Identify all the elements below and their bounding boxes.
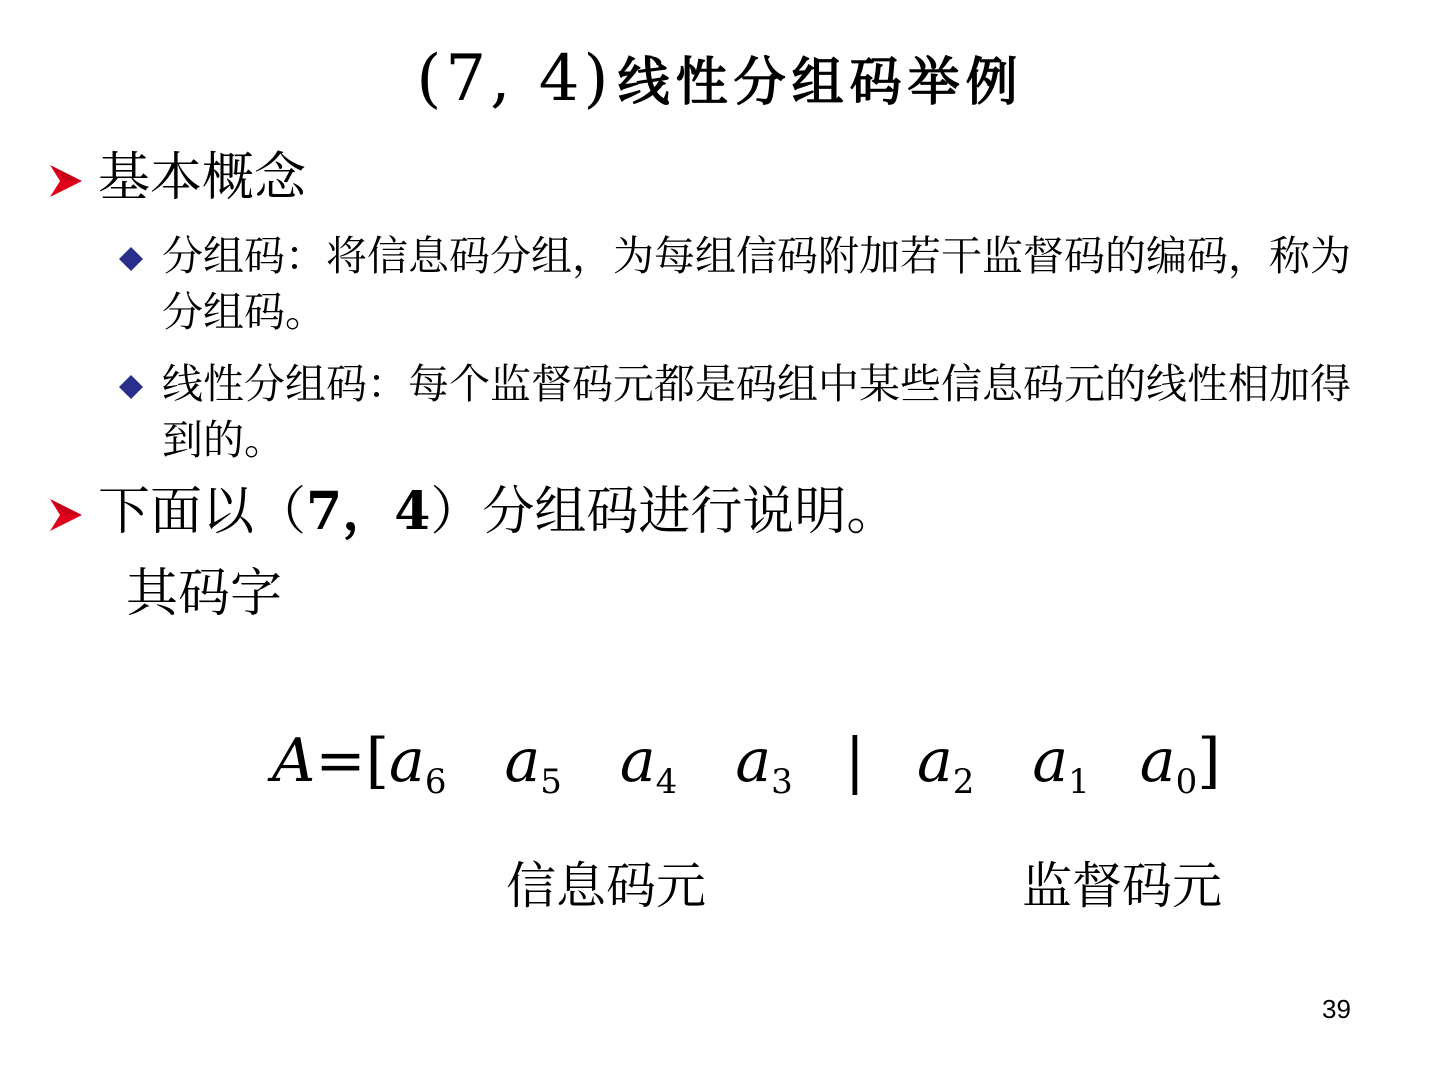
formula-subscript: 5 xyxy=(540,762,562,802)
title-text: 线性分组码举例 xyxy=(617,53,1024,113)
formula-open-bracket: [ xyxy=(365,726,390,796)
sub-bullet-text: 分组码：将信息码分组，为每组信码附加若干监督码的编码，称为分组码。 xyxy=(162,232,1351,336)
info-digits-label: 信息码元 xyxy=(506,857,706,915)
page-number: 39 xyxy=(1322,994,1351,1024)
arrow-bullet-icon xyxy=(46,161,86,201)
formula-var: a xyxy=(735,726,772,796)
check-digits-label: 监督码元 xyxy=(1022,857,1222,915)
formula-var: a xyxy=(619,726,656,796)
formula-subscript: 3 xyxy=(771,762,793,802)
arrow-bullet-icon xyxy=(46,495,86,535)
formula-subscript: 1 xyxy=(1068,762,1090,802)
codeword-formula xyxy=(272,726,1221,802)
sub-bullet-linear-block-code xyxy=(118,356,1378,468)
sub-bullet-text: 线性分组码：每个监督码元都是码组中某些信息码元的线性相加得到的。 xyxy=(162,360,1351,464)
formula-var: a xyxy=(1032,726,1069,796)
formula-var: a xyxy=(916,726,953,796)
formula-close-bracket: ] xyxy=(1197,726,1221,796)
formula-subscript: 4 xyxy=(655,762,678,802)
codeword-label: 其码字 xyxy=(126,564,283,624)
formula-separator: | xyxy=(844,726,865,796)
bullet-label: 基本概念 xyxy=(98,148,307,208)
formula-lhs: A xyxy=(272,726,316,796)
diamond-bullet-icon xyxy=(118,246,144,272)
bullet-basic-concepts xyxy=(46,148,306,208)
formula-subscript: 0 xyxy=(1175,762,1198,802)
bullet-label-params: 7，4 xyxy=(306,481,431,542)
formula-var: a xyxy=(1139,726,1176,796)
bullet-label-part: 下面以（ xyxy=(98,482,307,542)
bullet-label-part: ）分组码进行说明。 xyxy=(430,482,899,542)
formula-subscript: 2 xyxy=(952,762,975,802)
bullet-explain-74-code xyxy=(46,482,898,542)
sub-bullet-block-code xyxy=(118,228,1378,340)
slide-title xyxy=(0,40,1440,116)
diamond-bullet-icon xyxy=(118,374,144,400)
formula-var: a xyxy=(504,726,541,796)
formula-var: a xyxy=(389,726,425,796)
title-code-params: (7, 4) xyxy=(416,42,613,116)
formula-equals: = xyxy=(315,726,366,796)
formula-subscript: 6 xyxy=(424,762,447,802)
